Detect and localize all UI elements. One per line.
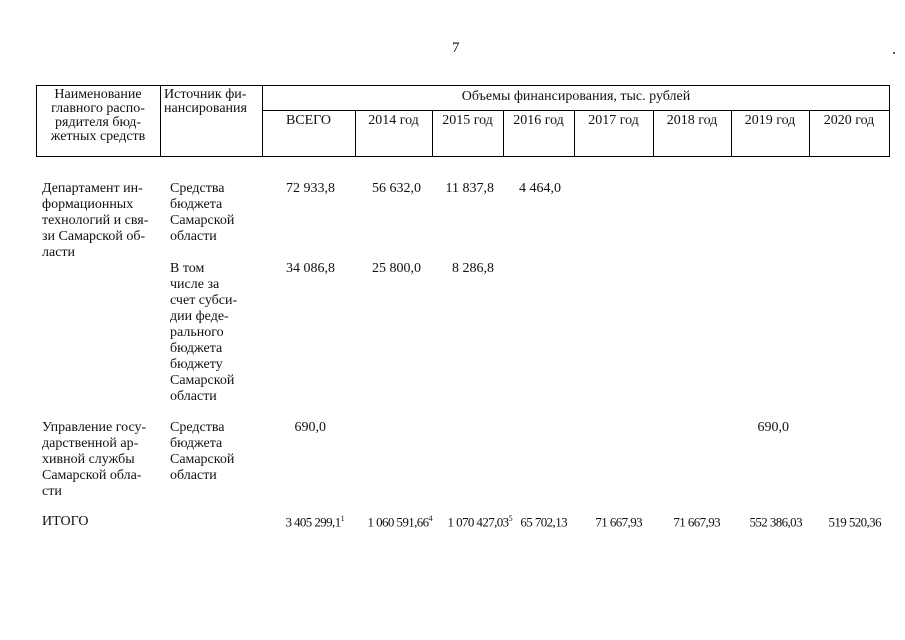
header-source-column: Источник фи- нансирования — [164, 87, 247, 116]
total-value: 71 667,93 — [595, 514, 642, 530]
header-year-2017: 2017 год — [588, 113, 639, 128]
header-top-border — [36, 85, 890, 86]
col-border — [160, 85, 161, 157]
header-group-divider — [262, 110, 890, 111]
value-2016: 4 464,0 — [519, 181, 561, 196]
row-source: В том числе за счет субси- дии феде- рального бюджета бюджету Самарской области — [170, 261, 238, 404]
value-2014: 25 800,0 — [372, 261, 421, 276]
header-year-2019: 2019 год — [744, 113, 796, 128]
row-name: Управление госу- дарственной ар- хивной службы Самарской обла- сти — [42, 420, 147, 499]
total-value: 71 667,93 — [673, 514, 720, 530]
header-bottom-border — [36, 156, 890, 157]
value-2015: 8 286,8 — [452, 261, 494, 276]
value-total: 72 933,8 — [286, 181, 335, 196]
header-year-2018: 2018 год — [666, 113, 718, 128]
total-value: 1 060 591,66$^4$ — [367, 514, 432, 530]
header-group-title: Объемы финансирования, тыс. рублей — [461, 89, 691, 104]
header-year-2016: 2016 год — [513, 113, 564, 128]
total-label: ИТОГО — [42, 514, 89, 529]
row-name: Департамент ин- формационных технологий и свя- зи Самарской об- ласти — [42, 181, 149, 260]
total-value: 1 070 427,03$^5$ — [447, 514, 512, 530]
total-value: 519 520,36 — [828, 514, 881, 530]
header-year-2015: 2015 год — [442, 113, 493, 128]
value-total: 34 086,8 — [286, 261, 335, 276]
header-name-column: Наименование главного распо- рядителя бюд- жетных средств — [50, 87, 146, 144]
value-2015: 11 837,8 — [445, 181, 494, 196]
scan-speck — [893, 52, 895, 54]
total-value: 3 405 299,1$^1$ — [285, 514, 344, 530]
col-border — [36, 85, 37, 157]
total-value: 65 702,13 — [520, 514, 567, 530]
header-year-2014: 2014 год — [368, 113, 419, 128]
row-source: Средства бюджета Самарской области — [170, 181, 235, 244]
header-year-total: ВСЕГО — [285, 113, 332, 128]
header-year-2020: 2020 год — [823, 113, 875, 128]
value-2019: 690,0 — [757, 420, 789, 435]
row-source: Средства бюджета Самарской области — [170, 420, 235, 483]
value-2014: 56 632,0 — [372, 181, 421, 196]
page-number: 7 — [452, 40, 460, 56]
total-value: 552 386,03 — [749, 514, 802, 530]
value-total: 690,0 — [294, 420, 326, 435]
